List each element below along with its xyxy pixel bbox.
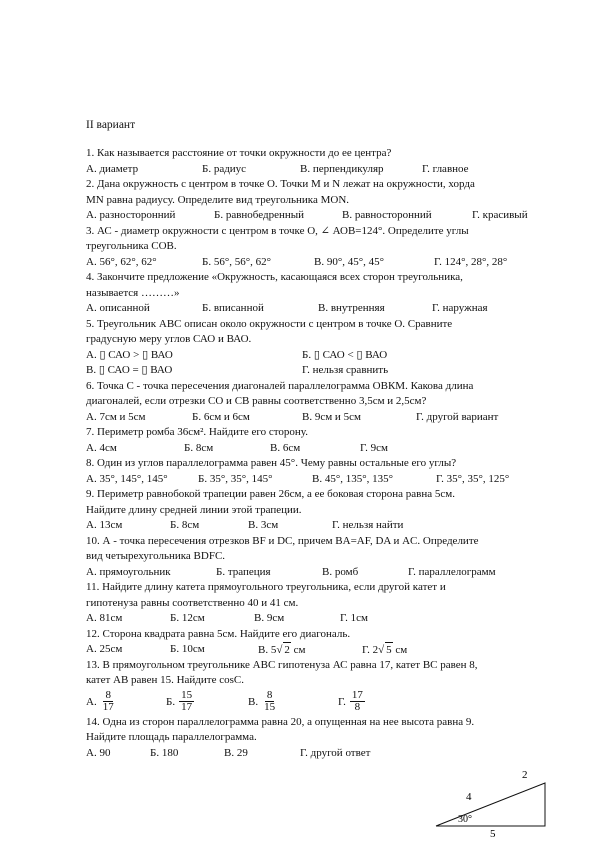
question-text-line: градусную меру углов САО и ВАО. (86, 333, 252, 345)
answer-options-row (86, 441, 556, 457)
answer-option: А. прямоугольник (86, 565, 171, 578)
question-text-line: 5. Треугольник АВС описан около окружности с центром в точке О. Сравните (86, 317, 453, 330)
answer-options-row (86, 162, 556, 178)
question-text-line: 3. АС - диаметр окружности с центром в точке О, ∠ АОВ=124°. Определите углы (86, 224, 469, 237)
question-text-line: вид четырехугольника BDFC. (86, 550, 226, 562)
answer-option: Г. 35°, 35°, 125° (436, 472, 510, 485)
answer-option: Б. 180 (150, 746, 179, 759)
answer-options-row (86, 689, 556, 715)
answer-option: Б. трапеция (216, 565, 271, 578)
answer-options-row (86, 611, 556, 627)
answer-option: Г. красивый (472, 209, 528, 221)
answer-option: Б. 6см и 6см (192, 410, 250, 423)
answer-option: Б. ▯ САО < ▯ ВАО (302, 348, 388, 361)
answer-option: В. 9см (254, 612, 285, 624)
answer-option: Г. другой вариант (416, 410, 499, 423)
question-text-line: катет АВ равен 15. Найдите cosC. (86, 674, 244, 686)
question-text-line: гипотенуза равны соответственно 40 и 41 см. (86, 596, 299, 609)
answer-option: Г. 2√ 5 см (362, 642, 407, 659)
fraction-option: Б. $\frac{15}{17}$ (166, 689, 193, 714)
trapezoid-outline (436, 783, 545, 826)
variant-title: II вариант (86, 119, 136, 131)
answer-option: Б. 12см (170, 612, 205, 624)
question-text-line: 12. Сторона квадрата равна 5см. Найдите его диагональ. (86, 627, 351, 640)
answer-option: А. 81см (86, 612, 123, 624)
answer-option: Г. наружная (432, 302, 488, 314)
answer-options-row (86, 208, 556, 224)
answer-option: Б. равнобедренный (214, 209, 304, 221)
answer-option: А. 56°, 62°, 62° (86, 255, 157, 268)
answer-option: Б. 56°, 56°, 62° (202, 255, 272, 268)
answer-option: Г. другой ответ (300, 746, 371, 759)
answer-option: Г. 124°, 28°, 28° (434, 255, 508, 268)
question-text-line: называется ………» (86, 286, 180, 299)
answer-option: Б. радиус (202, 162, 247, 175)
answer-option: Б. 8см (184, 441, 214, 454)
answer-option: А. 35°, 145°, 145° (86, 472, 168, 485)
answer-option: А. ▯ САО > ▯ ВАО (86, 348, 173, 361)
fraction-option: В. $\frac{8}{15}$ (248, 689, 276, 714)
question-text-line: диагоналей, если отрезки СО и СВ равны соответственно 3,5см и 2,5см? (86, 395, 427, 407)
answer-options-row (86, 642, 556, 658)
question-text-line: 2. Дана окружность с центром в точке О. Точки M и N лежат на окружности, хорда (86, 178, 475, 190)
question-text-line: треугольника СОВ. (86, 240, 177, 252)
answer-option: В. 90°, 45°, 45° (314, 255, 385, 268)
answer-option: А. 90 (86, 746, 111, 759)
answer-options-row (86, 565, 556, 581)
answer-options-row (86, 472, 556, 488)
question-text-line: MN равна радиусу. Определите вид треугольника MON. (86, 193, 350, 206)
answer-option: Г. параллелограмм (408, 565, 496, 578)
answer-option: В. ромб (322, 565, 359, 578)
label-slant-side: 4 (466, 791, 472, 803)
answer-option: Б. вписанной (202, 302, 264, 314)
answer-option: В. ▯ САО = ▯ ВАО (86, 364, 173, 376)
question-text-line: 10. А - точка пересечения отрезков BF и DC, причем BA=AF, DA и AC. Определите (86, 534, 479, 547)
answer-option: В. 5√ 2 см (258, 642, 305, 659)
answer-option: А. описанной (86, 302, 150, 314)
answer-option: Г. нельзя сравнить (302, 364, 389, 376)
question-text-line: 11. Найдите длину катета прямоугольного треугольника, если другой катет и (86, 581, 446, 593)
answer-option: Г. 1см (340, 612, 368, 624)
answer-option: Б. 8см (170, 519, 200, 531)
answer-option: А. разносторонний (86, 209, 176, 221)
answer-options-row (86, 301, 556, 317)
question-text-line: Найдите площадь параллелограмма. (86, 731, 257, 743)
answer-option: Б. 10см (170, 643, 205, 655)
answer-option: В. 6см (270, 441, 301, 454)
label-top-side: 2 (522, 769, 528, 781)
answer-options-row (86, 746, 556, 762)
answer-options-row (86, 363, 556, 379)
answer-options-row (86, 518, 556, 534)
label-bottom-side: 5 (490, 828, 496, 838)
trapezoid-figure (432, 768, 557, 838)
answer-option: А. 7см и 5см (86, 410, 146, 423)
question-text-line: 13. В прямоугольном треугольнике АВС гипотенуза АС равна 17, катет ВС равен 8, (86, 658, 478, 671)
question-text-line: Найдите длину средней линии этой трапеции. (86, 503, 302, 516)
answer-options-row (86, 348, 556, 364)
question-text-line: 9. Периметр равнобокой трапеции равен 26см, а ее боковая сторона равна 5см. (86, 488, 455, 500)
answer-options-row (86, 255, 556, 271)
question-text-line: 14. Одна из сторон параллелограмма равна 20, а опущенная на нее высота равна 9. (86, 715, 475, 728)
answer-option: В. 45°, 135°, 135° (312, 472, 394, 485)
question-text-line: 8. Один из углов параллелограмма равен 45°. Чему равны остальные его углы? (86, 457, 457, 469)
answer-option: А. 4см (86, 441, 117, 454)
answer-option: А. 25см (86, 643, 123, 655)
answer-option: В. 29 (224, 746, 248, 759)
question-text-line: 7. Периметр ромба 36см². Найдите его сторону. (86, 426, 308, 438)
question-text-line: 6. Точка С - точка пересечения диагоналей параллелограмма ОВКМ. Какова длина (86, 379, 474, 392)
answer-option: В. 9см и 5см (302, 410, 361, 423)
answer-option: В. равносторонний (342, 209, 432, 221)
answer-option: Г. главное (422, 162, 469, 175)
questions-block (86, 146, 556, 761)
question-text-line: 1. Как называется расстояние от точки окружности до ее центра? (86, 147, 392, 159)
answer-option: А. диаметр (86, 162, 139, 175)
answer-option: В. 3см (248, 519, 279, 531)
answer-option: Г. нельзя найти (332, 519, 404, 531)
answer-options-row (86, 410, 556, 426)
answer-option: В. внутренняя (318, 302, 385, 314)
answer-option: А. 13см (86, 519, 123, 531)
question-text-line: 4. Закончите предложение «Окружность, касающаяся всех сторон треугольника, (86, 271, 463, 283)
label-angle: 30° (458, 814, 472, 825)
answer-option: Б. 35°, 35°, 145° (198, 472, 273, 485)
answer-option: В. перпендикуляр (300, 162, 384, 175)
fraction-option: А. $\frac{8}{17}$ (86, 689, 114, 714)
fraction-option: Г. $\frac{17}{8}$ (338, 689, 363, 714)
answer-option: Г. 9см (360, 441, 388, 454)
